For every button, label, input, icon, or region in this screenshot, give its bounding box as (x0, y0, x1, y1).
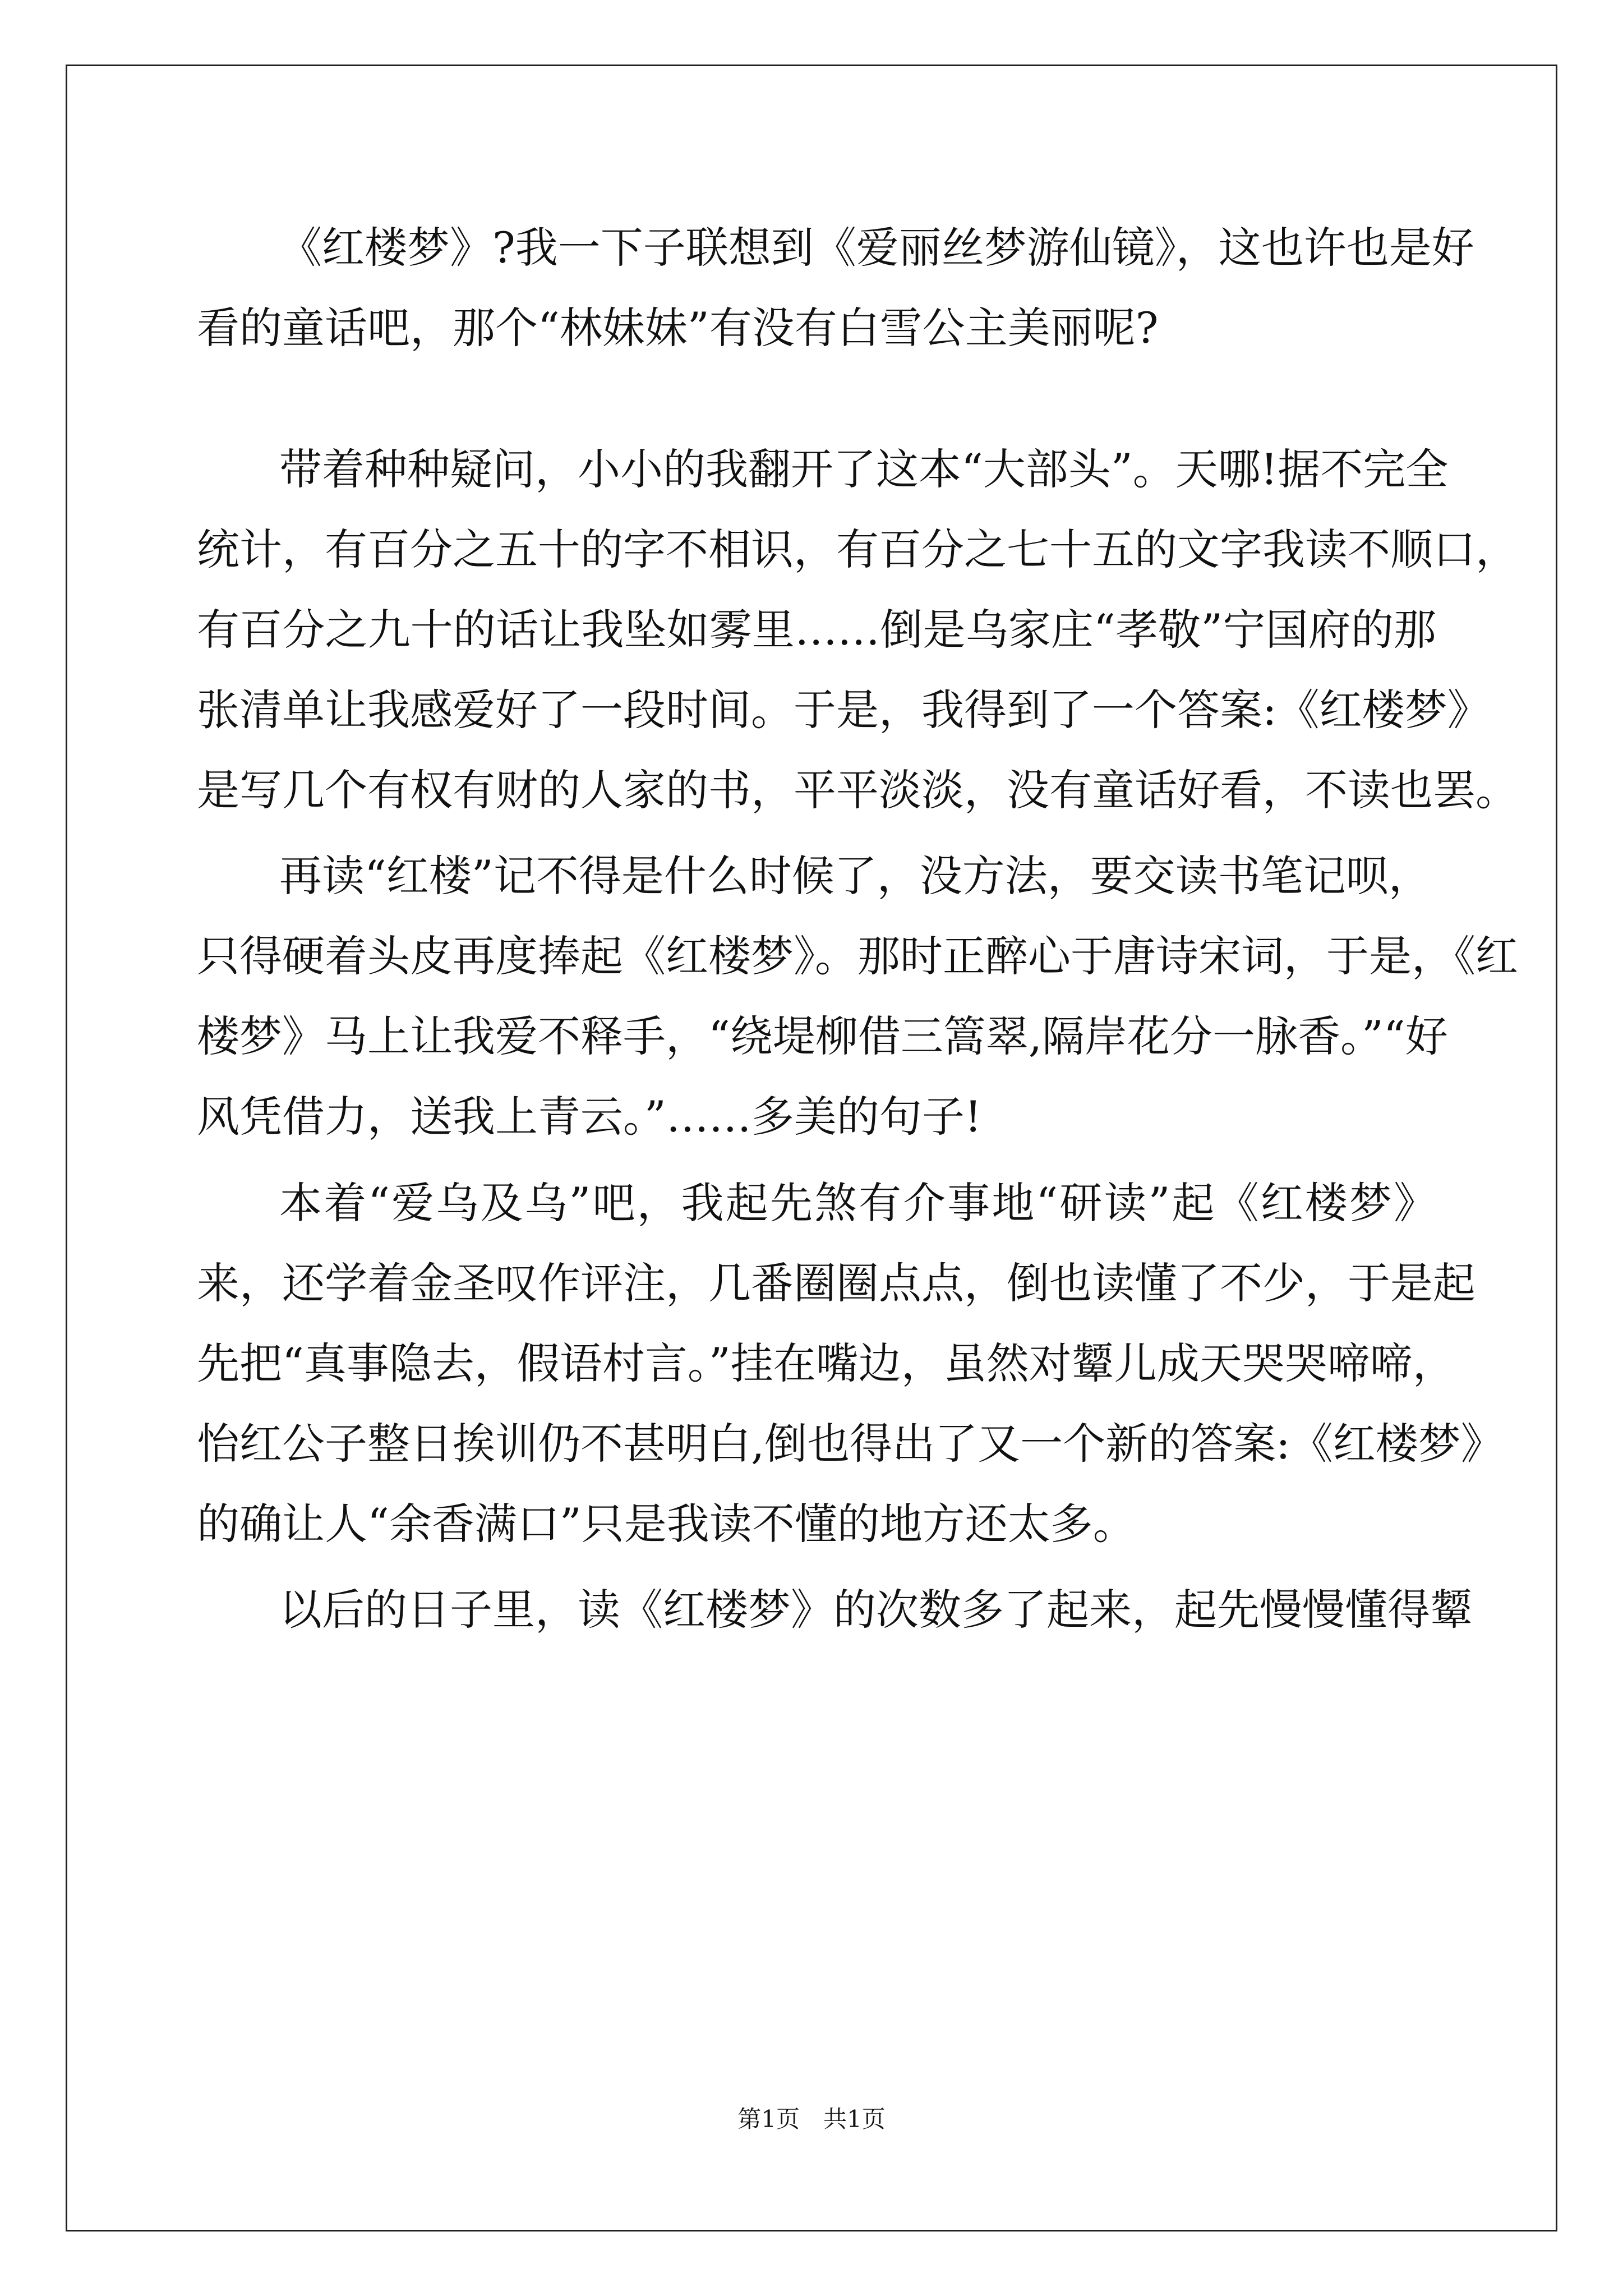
paragraph-4-line-4: 怡红公子整日挨训仍不甚明白,倒也得出了又一个新的答案:《红楼梦》 (197, 1419, 1504, 1469)
page-frame (66, 65, 1557, 2231)
paragraph-4-line-5: 的确让人“余香满口”只是我读不懂的地方还太多。 (197, 1499, 1136, 1549)
paragraph-2-line-1: 带着种种疑问，小小的我翻开了这本“大部头”。天哪!据不完全 (279, 444, 1449, 494)
paragraph-1-line-1: 《红楼梦》?我一下子联想到《爱丽丝梦游仙镜》，这也许也是好 (279, 223, 1474, 273)
paragraph-1-line-2: 看的童话吧，那个“林妹妹”有没有白雪公主美丽呢? (197, 303, 1159, 353)
paragraph-2-line-2: 统计，有百分之五十的字不相识，有百分之七十五的文字我读不顺口， (197, 524, 1518, 574)
paragraph-3-line-2: 只得硬着头皮再度捧起《红楼梦》。那时正醉心于唐诗宋词，于是，《红 (197, 931, 1518, 981)
paragraph-2-line-5: 是写几个有权有财的人家的书，平平淡淡，没有童话好看，不读也罢。 (197, 765, 1518, 815)
paragraph-3-line-3: 楼梦》马上让我爱不释手，“绕堤柳借三篙翠,隔岸花分一脉香。”“好 (197, 1011, 1448, 1061)
paragraph-2-line-3: 有百分之九十的话让我坠如雾里……倒是乌家庄“孝敬”宁国府的那 (197, 605, 1436, 655)
page-footer: 第1页 共1页 (737, 2105, 886, 2133)
paragraph-2-line-4: 张清单让我感爱好了一段时间。于是，我得到了一个答案:《红楼梦》 (197, 685, 1490, 735)
paragraph-3-line-1: 再读“红楼”记不得是什么时候了，没方法，要交读书笔记呗， (279, 851, 1431, 901)
paragraph-4-line-1: 本着“爱乌及乌”吧，我起先煞有介事地“研读”起《红楼梦》 (279, 1178, 1436, 1228)
paragraph-4-line-3: 先把“真事隐去，假语村言。”挂在嘴边，虽然对颦儿成天哭哭啼啼， (197, 1338, 1455, 1388)
paragraph-3-line-4: 风凭借力，送我上青云。”……多美的句子! (197, 1092, 982, 1142)
paragraph-5-line-1: 以后的日子里，读《红楼梦》的次数多了起来，起先慢慢懂得颦 (279, 1585, 1473, 1635)
paragraph-4-line-2: 来，还学着金圣叹作评注，几番圈圈点点，倒也读懂了不少，于是起 (197, 1258, 1476, 1308)
